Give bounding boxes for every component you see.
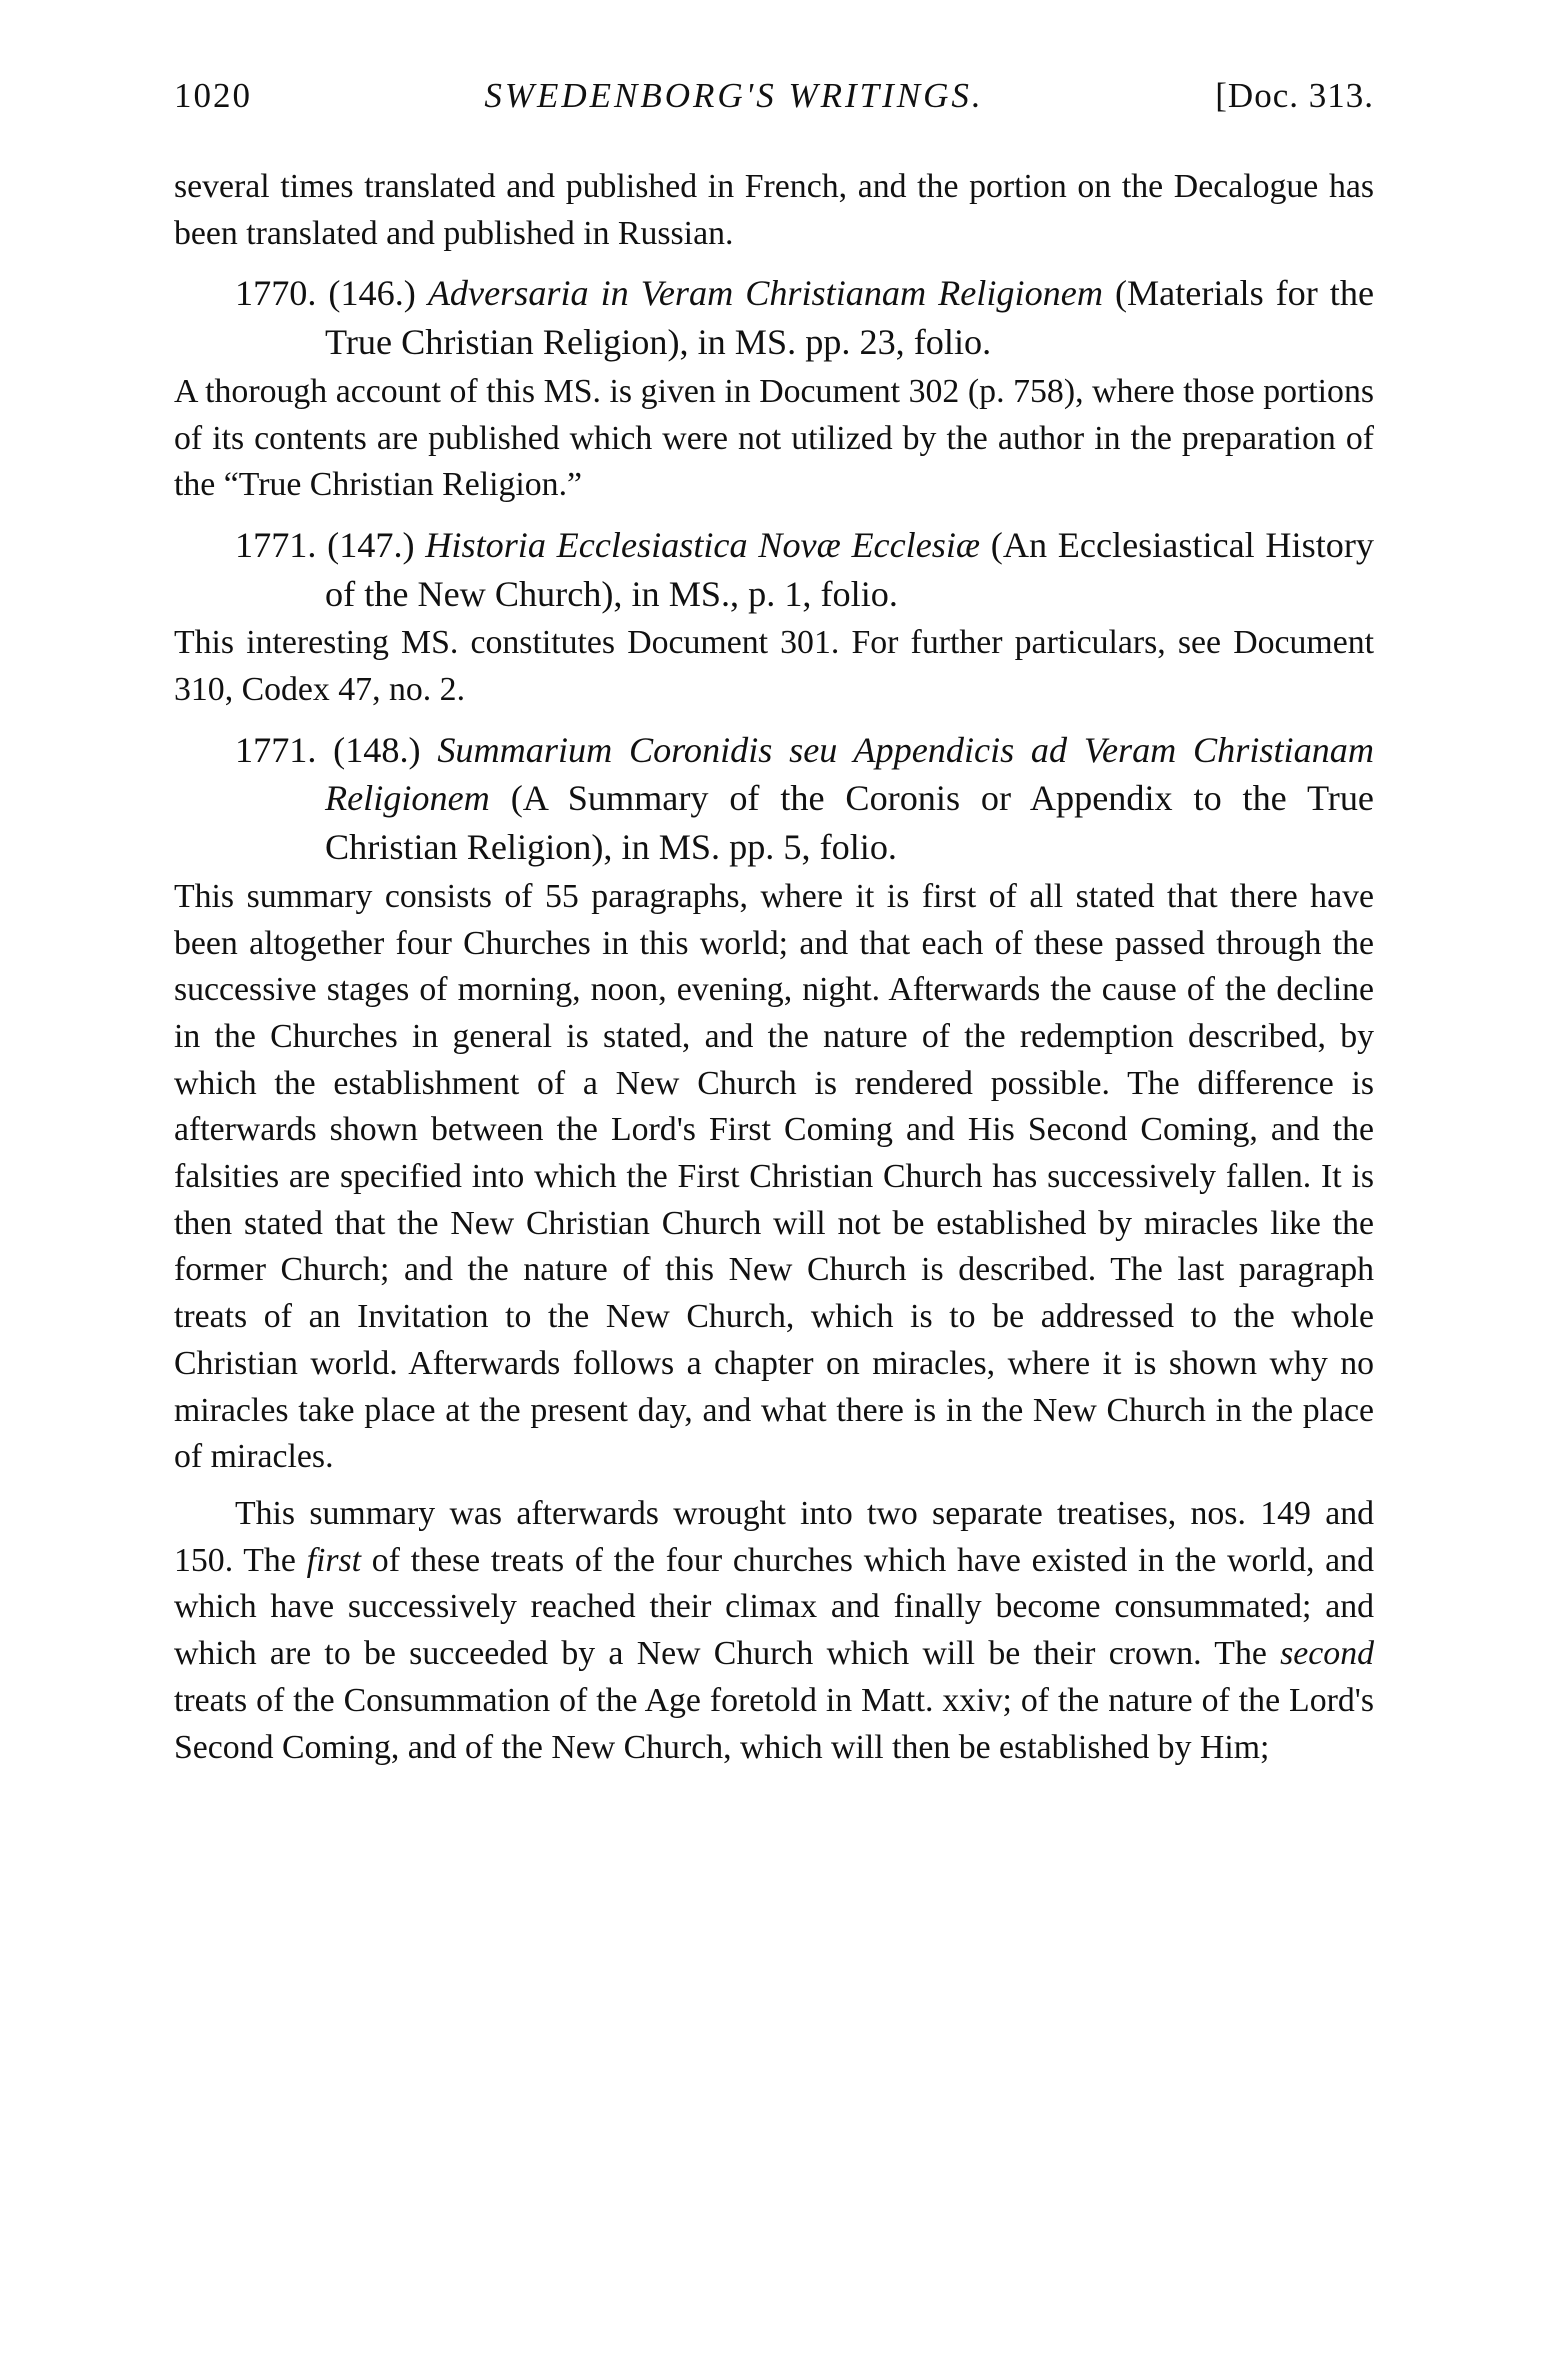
entry-work-title: Adversaria in Veram Christianam Religionem [427, 273, 1103, 314]
entry-work-title: Summarium Coronidis seu Appendicis ad Veram Christianam Religionem [325, 729, 1375, 819]
entry-description: (A Summary of the Coronis or Appendix to the True Christian Religion), in MS. pp. 5, folio. [325, 778, 1374, 868]
running-header [174, 70, 1374, 122]
entry-year-number: 1771. (148.) [235, 729, 421, 770]
entry-description: (Materials for the True Christian Religion), in MS. pp. 23, folio. [325, 273, 1375, 363]
continuation-paragraph: several times translated and published in French, and the portion on the Decalogue has been translated and published in Russian. [174, 168, 1374, 252]
entry-note-147: This interesting MS. constitutes Document 301. For further particulars, see Document 310, Codex 47, no. 2. [174, 624, 1374, 709]
emphasis-second: second [1280, 1635, 1374, 1673]
bibliography-entry-148 [235, 726, 1374, 872]
final-paragraph-part-2: of these treats of the four churches which have existed in the world, and which have successively reached their climax and finally become consummated; and which are to be succeeded by a New Church which will be their crown. The [174, 1541, 1374, 1673]
running-title: SWEDENBORG'S WRITINGS. [484, 76, 984, 115]
entry-work-title: Historia Ecclesiastica Novæ Ecclesiæ [425, 524, 981, 565]
page-number: 1020 [174, 76, 252, 115]
final-paragraph-part-3: treats of the Consummation of the Age foretold in Matt. xxiv; of the nature of the Lord's Second Coming, and of the New Church, which will then be established by Him; [174, 1681, 1374, 1766]
entry-year-number: 1770. (146.) [235, 273, 416, 314]
final-paragraph-part-1: This summary was afterwards wrought into two separate treatises, nos. 149 and 150. The [174, 1494, 1374, 1579]
emphasis-first: first [306, 1541, 362, 1579]
bibliography-entry-146 [235, 269, 1374, 366]
bibliography-entry-147 [235, 521, 1374, 618]
final-paragraph [174, 1491, 1374, 1771]
entry-note-148: This summary consists of 55 paragraphs, where it is first of all stated that there have been altogether four Churches in this world; and that each of these passed through the successive stages of morning, noon, evening, night. Afterwards the cause of the decline in the Churches in general is stated, and the nature of the redemption described, by which the establishment of a New Church is rendered possible. The difference is afterwards shown between the Lord's First Coming and His Second Coming, and the falsities are specified into which the First Christian Church has successively fallen. It is then stated that the New Christian Church will not be established by miracles like the former Church; and the nature of this New Church is described. The last paragraph treats of an Invitation to the New Church, which is to be addressed to the whole Christian world. Afterwards follows a chapter on miracles, where it is shown why no miracles take place at the present day, and what there is in the New Church in the place of miracles. [174, 877, 1374, 1476]
entry-year-number: 1771. (147.) [235, 524, 415, 565]
document-reference: [Doc. 313. [1215, 76, 1374, 115]
document-page [174, 70, 1374, 1771]
entry-description: (An Ecclesiastical History of the New Church), in MS., p. 1, folio. [325, 524, 1374, 614]
entry-note-146: A thorough account of this MS. is given in Document 302 (p. 758), where those portions of its contents are published which were not utilized by the author in the preparation of the “True Christian Religion.” [174, 372, 1374, 504]
